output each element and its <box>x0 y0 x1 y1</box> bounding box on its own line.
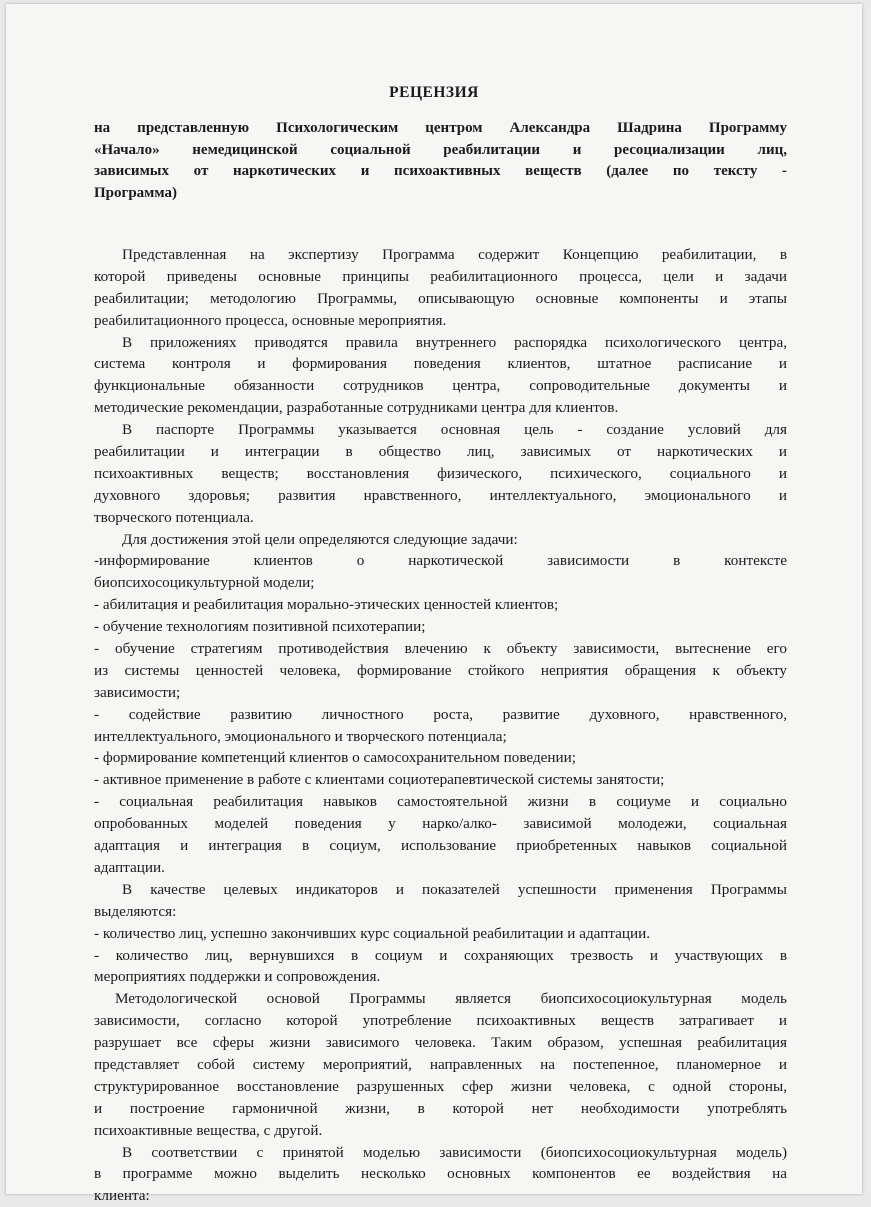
subtitle-line: Программа) <box>94 184 177 201</box>
subtitle-line: на представленную Психологическим центром Александра Шадрина Программу <box>94 120 787 136</box>
body-line: духовного здоровья; развития нравственного, интеллектуального, эмоционального и <box>94 486 787 504</box>
body-line: В приложениях приводятся правила внутреннего распорядка психологического центра, <box>122 333 787 351</box>
body-line: - социальная реабилитация навыков самостоятельной жизни в социуме и социально <box>94 793 787 811</box>
body-line: зависимости, согласно которой употребление психоактивных веществ затрагивает и <box>94 1012 787 1030</box>
document-title: РЕЦЕНЗИЯ <box>389 84 479 101</box>
body-line: - абилитация и реабилитация морально-этических ценностей клиентов; <box>94 596 559 614</box>
body-line: зависимости; <box>94 683 181 701</box>
body-line: из системы ценностей человека, формирование стойкого неприятия обращения к объекту <box>94 661 787 679</box>
body-line: система контроля и формирования поведения клиентов, штатное расписание и <box>94 355 787 373</box>
body-line: психоактивные вещества, с другой. <box>94 1121 323 1139</box>
body-line: В паспорте Программы указывается основная цель - создание условий для <box>122 421 787 439</box>
body-line: творческого потенциала. <box>94 508 254 526</box>
body-line: адаптация и интеграция в социум, использование приобретенных навыков социальной <box>94 837 787 855</box>
body-line: мероприятиях поддержки и сопровождения. <box>94 968 381 986</box>
body-line: адаптации. <box>94 858 165 876</box>
body-line: Методологической основой Программы является биопсихосоциокультурная модель <box>115 990 787 1008</box>
body-line: в программе можно выделить несколько основных компонентов ее воздействия на <box>94 1165 787 1183</box>
body-line: психоактивных веществ; восстановления физического, психического, социального и <box>94 464 787 482</box>
body-line: - активное применение в работе с клиентами социотерапевтической системы занятости; <box>94 771 665 789</box>
subtitle-line: зависимых от наркотических и психоактивных веществ (далее по тексту - <box>94 163 787 179</box>
body-line: -информирование клиентов о наркотической зависимости в контексте <box>94 552 787 570</box>
body-line: - формирование компетенций клиентов о самосохранительном поведении; <box>94 749 577 767</box>
body-line: структурированное восстановление разрушенных сфер жизни человека, с одной стороны, <box>94 1077 787 1095</box>
body-line: - обучение стратегиям противодействия влечению к объекту зависимости, вытеснение его <box>94 640 787 658</box>
document-body <box>94 244 787 1207</box>
body-line: реабилитационного процесса, основные мероприятия. <box>94 311 447 329</box>
subtitle-line: «Начало» немедицинской социальной реабилитации и ресоциализации лиц, <box>94 141 787 158</box>
body-line: клиента: <box>94 1187 150 1205</box>
body-line: и построение гармоничной жизни, в которой нет необходимости употреблять <box>94 1099 787 1117</box>
body-line: - содействие развитию личностного роста, развитие духовного, нравственного, <box>94 705 787 723</box>
document-page <box>6 4 862 1205</box>
body-line: методические рекомендации, разработанные сотрудниками центра для клиентов. <box>94 399 619 417</box>
body-line: выделяются: <box>94 902 177 920</box>
body-line: В соответствии с принятой моделью зависимости (биопсихосоциокультурная модель) <box>122 1143 787 1161</box>
body-line: - обучение технологиям позитивной психотерапии; <box>94 618 426 636</box>
body-line: интеллектуального, эмоционального и творческого потенциала; <box>94 727 507 745</box>
body-line: В качестве целевых индикаторов и показателей успешности применения Программы <box>122 880 787 898</box>
body-line: реабилитации и интеграции в общество лиц, зависимых от наркотических и <box>94 443 787 461</box>
body-line: биопсихосоцикультурной модели; <box>94 574 315 592</box>
body-line: реабилитации; методологию Программы, описывающую основные компоненты и этапы <box>94 289 787 307</box>
body-line: Для достижения этой цели определяются следующие задачи: <box>122 530 518 548</box>
body-line: разрушает все сферы жизни зависимого человека. Таким образом, успешная реабилитация <box>94 1034 787 1052</box>
document-subtitle <box>94 118 787 204</box>
body-line: представляет собой систему мероприятий, направленных на постепенное, планомерное и <box>94 1055 787 1073</box>
body-line: функциональные обязанности сотрудников центра, сопроводительные документы и <box>94 377 787 395</box>
body-line: которой приведены основные принципы реабилитационного процесса, цели и задачи <box>94 267 787 285</box>
body-line: Представленная на экспертизу Программа содержит Концепцию реабилитации, в <box>122 246 787 263</box>
body-line: - количество лиц, вернувшихся в социум и сохраняющих трезвость и участвующих в <box>94 946 787 964</box>
body-line: - количество лиц, успешно закончивших курс социальной реабилитации и адаптации. <box>94 924 651 942</box>
body-line: опробованных моделей поведения у нарко/алко- зависимой молодежи, социальная <box>94 815 787 833</box>
